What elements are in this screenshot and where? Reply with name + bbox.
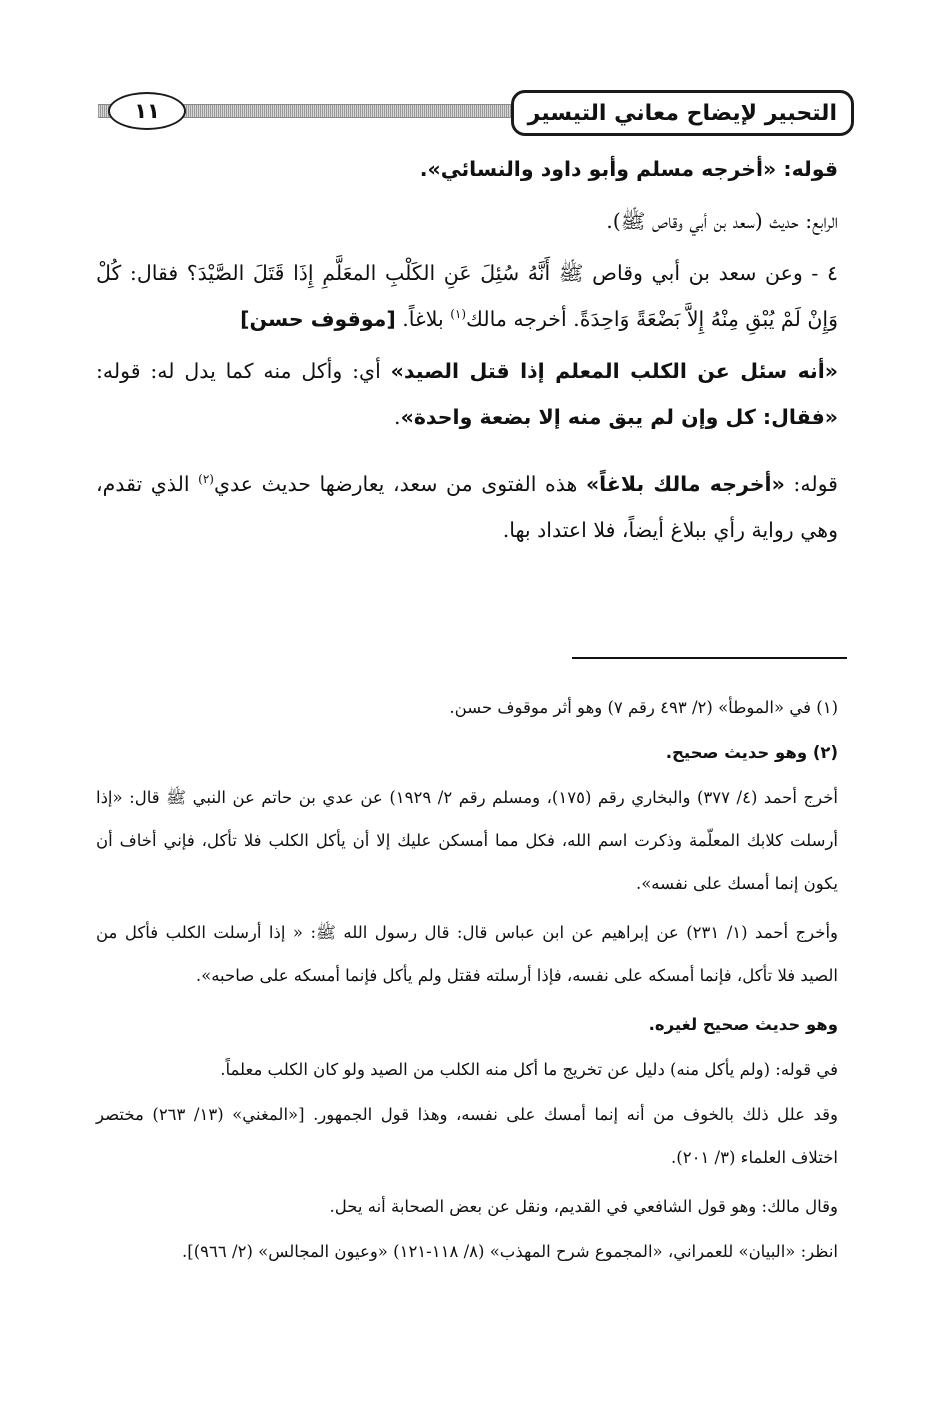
footnote-ref-2: (٢) bbox=[198, 472, 214, 487]
footnote-2-para-2: وأخرج أحمد (١/ ٢٣١) عن إبراهيم عن ابن عباس قال: قال رسول الله ﷺ: « إذا أرسلت الكلب فأكل من الصيد فلا تأكل، فإنما أمسكه على نفسه، فإذا أرسلته فقتل ولم يأكل فإنما أمسكه على صاحبه». bbox=[96, 923, 839, 985]
footnote-separator bbox=[572, 657, 847, 659]
paragraph-2: الرابع: حديث (سعد بن أبي وقاص ﷺ). bbox=[606, 209, 838, 233]
footnote-2-para-5: وقال مالك: وهو قول الشافعي في القديم، ونقل عن بعض الصحابة أنه يحل. bbox=[329, 1197, 838, 1216]
main-text bbox=[96, 146, 838, 574]
footnote-2-para-4: وقد علل ذلك بالخوف من أنه إنما أمسك على نفسه، وهذا قول الجمهور. [«المغني» (١٣/ ٢٦٣) مختصر اختلاف العلماء (٣/ ٢٠١). bbox=[96, 1105, 838, 1167]
hadith-4 bbox=[96, 250, 838, 342]
footnote-2-grade bbox=[96, 1003, 838, 1046]
footnote-ref-1: (١) bbox=[450, 307, 467, 322]
footnote-2-title bbox=[96, 731, 838, 774]
footnote-1: (١) في «الموطأ» (٢/ ٤٩٣ رقم ٧) وهو أثر موقوف حسن. bbox=[449, 698, 838, 717]
hadith-4-text: ٤ - وعن سعد بن أبي وقاص ﷺ أَنَّهُ سُئِلَ عَنِ الكَلْبِ المعَلَّمِ إِذَا قَتَلَ الصَّيْدَ؟ فقال: كُلْ وَإِنْ لَمْ يُبْقِ مِنْهُ إِلاَّ بَضْعَةً وَاحِدَةً. أخرجه مالك bbox=[96, 261, 838, 331]
paragraph-1-text: قوله: «أخرجه مسلم وأبو داود والنسائي». bbox=[419, 157, 838, 181]
commentary-2-text: هذه الفتوى من سعد، يعارضها حديث عدي bbox=[213, 472, 586, 496]
page-number: ١١ bbox=[108, 92, 186, 130]
commentary-2-lead: قوله: bbox=[784, 472, 838, 496]
commentary-1-quote-a: «أنه سئل عن الكلب المعلم إذا قتل الصيد» bbox=[390, 359, 838, 383]
footnote-2-title-text: (٢) وهو حديث صحيح. bbox=[665, 743, 838, 762]
hadith-4-tail: بلاغاً. bbox=[402, 307, 451, 331]
footnote-2-para-1: أخرج أحمد (٤/ ٣٧٧) والبخاري رقم (١٧٥)، ومسلم رقم ٢/ ١٩٢٩) عن عدي بن حاتم عن النبي ﷺ قال: «إذا أرسلت كلابك المعلّمة وذكرت اسم الله، فكل مما أمسكن عليك إلا أن يأكل الكلب فلا تأكل، فإني أخاف أن يكون إنما أمسك على نفسه». bbox=[96, 788, 838, 893]
commentary-1-quote-b: «فقال: كل وإن لم يبق منه إلا بضعة واحدة» bbox=[400, 405, 838, 429]
commentary-1-text: أي: وأكل منه كما يدل له: قوله: bbox=[96, 359, 391, 383]
book-title: التحبير لإيضاح معاني التيسير bbox=[511, 90, 854, 136]
hadith-4-grade: [موقوف حسن] bbox=[240, 307, 396, 331]
footnote-2-grade-text: وهو حديث صحيح لغيره. bbox=[648, 1015, 838, 1034]
commentary-1-end: . bbox=[394, 405, 401, 429]
commentary-2-tail: الذي تقدم، وهي رواية رأي ببلاغ أيضاً، فلا اعتداد بها. bbox=[96, 472, 838, 542]
commentary-1 bbox=[96, 348, 838, 440]
commentary-2-quote: «أخرجه مالك بلاغاً» bbox=[585, 472, 785, 496]
paragraph-1 bbox=[96, 146, 838, 192]
footnote-2-para-3: في قوله: (ولم يأكل منه) دليل عن تخريج ما أكل منه الكلب من الصيد ولو كان الكلب معلماً. bbox=[220, 1060, 838, 1079]
running-header bbox=[98, 90, 854, 140]
commentary-2 bbox=[96, 461, 838, 553]
footnote-2-para-6: انظر: «البيان» للعمراني، «المجموع شرح المهذب» (٨/ ١١٨-١٢١) «وعيون المجالس» (٢/ ٩٦٦)]. bbox=[182, 1242, 838, 1261]
footnotes bbox=[96, 686, 838, 1275]
